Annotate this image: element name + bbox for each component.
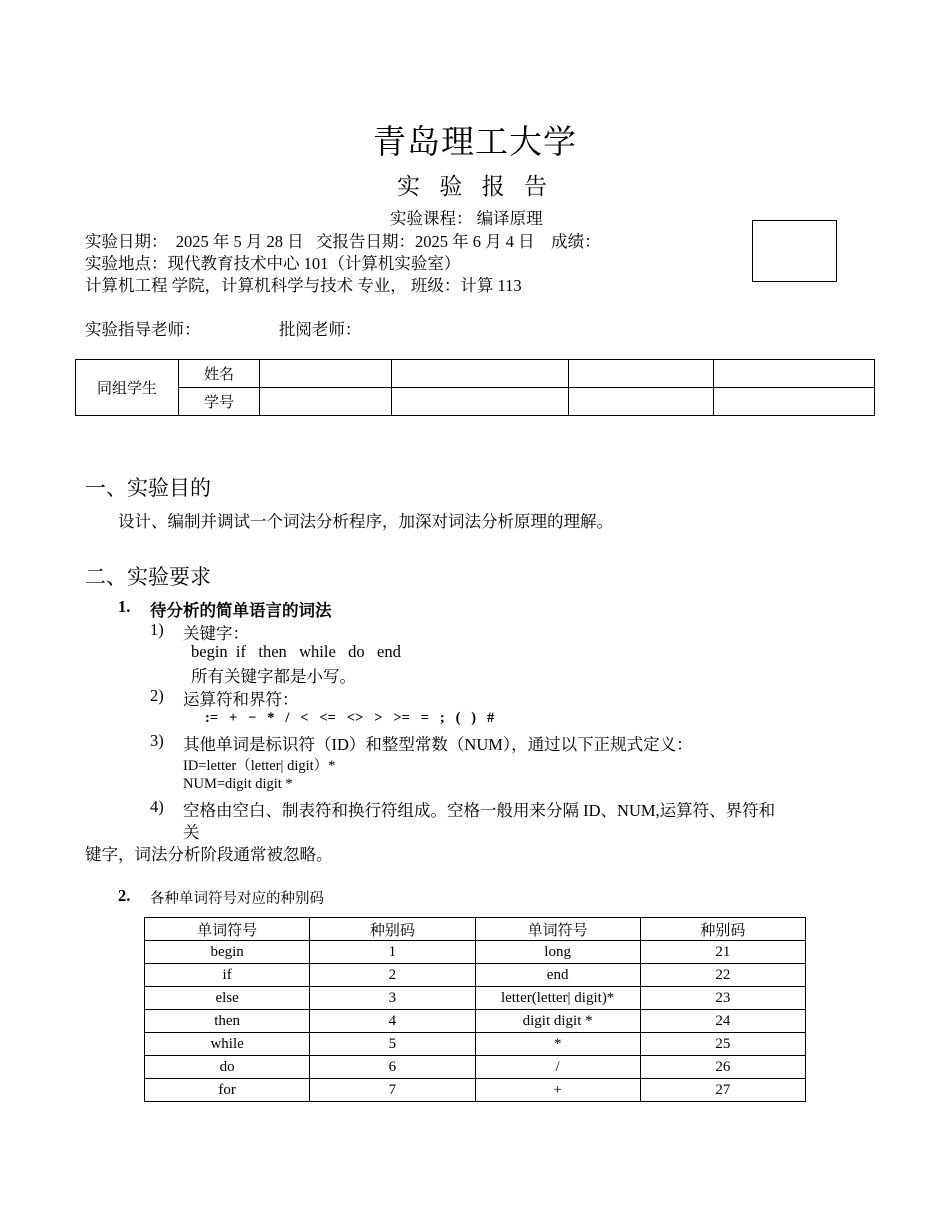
university-title: 青岛理工大学	[373, 122, 577, 161]
table-cell: 25	[640, 1033, 805, 1056]
table-row	[145, 1056, 806, 1079]
name-cell	[260, 360, 392, 388]
keywords-list: begin if then while do end	[191, 642, 401, 661]
table-cell: digit digit *	[475, 1010, 640, 1033]
item4-line1: 空格由空白、制表符和换行符组成。空格一般用来分隔 ID、NUM,运算符、界符和	[183, 801, 776, 820]
section1-body: 设计、编制并调试一个词法分析程序，加深对词法分析原理的理解。	[118, 512, 613, 531]
keywords-note: 所有关键字都是小写。	[191, 667, 356, 686]
table-header-cell: 种别码	[640, 918, 805, 941]
table-row	[145, 987, 806, 1010]
table-cell: 1	[310, 941, 475, 964]
table-cell: 24	[640, 1010, 805, 1033]
item4-line2: 关	[183, 823, 200, 842]
table-cell: *	[475, 1033, 640, 1056]
table-cell: 7	[310, 1079, 475, 1102]
num-definition: NUM=digit digit *	[183, 776, 293, 792]
table-cell: 5	[310, 1033, 475, 1056]
table-cell: 2	[310, 964, 475, 987]
table-row	[76, 360, 875, 388]
table-row	[145, 941, 806, 964]
table-cell: if	[145, 964, 310, 987]
table-cell: 27	[640, 1079, 805, 1102]
item4-line3: 键字，词法分析阶段通常被忽略。	[85, 845, 333, 864]
item2-label: 运算符和界符：	[183, 690, 299, 709]
location-line: 实验地点：现代教育技术中心 101（计算机实验室）	[85, 254, 461, 273]
operators-list: := + − * / < <= <> > >= = ; ( ) #	[205, 710, 495, 726]
table-cell: else	[145, 987, 310, 1010]
table-cell: 22	[640, 964, 805, 987]
sub2-number: 2.	[118, 886, 131, 905]
table-cell: 4	[310, 1010, 475, 1033]
table-cell: begin	[145, 941, 310, 964]
table-cell: 26	[640, 1056, 805, 1079]
item2-number: 2)	[150, 686, 164, 705]
id-cell	[392, 388, 569, 416]
table-header-cell: 单词符号	[145, 918, 310, 941]
table-row	[76, 388, 875, 416]
table-cell: letter(letter| digit)*	[475, 987, 640, 1010]
section1-heading: 一、实验目的	[85, 476, 211, 500]
table-row	[145, 1010, 806, 1033]
name-cell	[392, 360, 569, 388]
table-cell: long	[475, 941, 640, 964]
table-cell: do	[145, 1056, 310, 1079]
table-row	[145, 964, 806, 987]
table-header-cell: 种别码	[310, 918, 475, 941]
sub2-title: 各种单词符号对应的种别码	[150, 891, 324, 907]
id-cell	[260, 388, 392, 416]
table-cell: 23	[640, 987, 805, 1010]
table-cell: 21	[640, 941, 805, 964]
sub1-number: 1.	[118, 597, 131, 616]
department-line: 计算机工程 学院，计算机科学与技术 专业， 班级：计算 113	[85, 276, 522, 295]
id-cell	[714, 388, 875, 416]
item3-label: 其他单词是标识符（ID）和整型常数（NUM），通过以下正规式定义：	[183, 735, 693, 754]
name-cell	[714, 360, 875, 388]
item4-number: 4)	[150, 797, 164, 816]
table-header-row	[145, 918, 806, 941]
table-cell: then	[145, 1010, 310, 1033]
table-cell: for	[145, 1079, 310, 1102]
group-label-cell: 同组学生	[76, 360, 179, 416]
id-label-cell: 学号	[179, 388, 260, 416]
course-line: 实验课程： 编译原理	[390, 209, 543, 228]
group-members-table	[75, 359, 875, 416]
section2-heading: 二、实验要求	[85, 565, 211, 589]
item1-number: 1)	[150, 620, 164, 639]
item1-label: 关键字：	[183, 624, 249, 643]
id-cell	[569, 388, 714, 416]
teacher-line: 实验指导老师： 批阅老师：	[85, 320, 362, 339]
name-cell	[569, 360, 714, 388]
name-label-cell: 姓名	[179, 360, 260, 388]
table-cell: /	[475, 1056, 640, 1079]
table-cell: end	[475, 964, 640, 987]
table-cell: 6	[310, 1056, 475, 1079]
table-cell: +	[475, 1079, 640, 1102]
table-header-cell: 单词符号	[475, 918, 640, 941]
table-row	[145, 1079, 806, 1102]
table-cell: while	[145, 1033, 310, 1056]
table-row	[145, 1033, 806, 1056]
report-title: 实 验 报 告	[397, 174, 553, 200]
grade-box	[752, 220, 837, 282]
id-definition: ID=letter（letter| digit）*	[183, 758, 336, 774]
item3-number: 3)	[150, 731, 164, 750]
token-code-table	[144, 917, 806, 1102]
sub1-title: 待分析的简单语言的词法	[150, 601, 332, 620]
table-cell: 3	[310, 987, 475, 1010]
date-line: 实验日期： 2025 年 5 月 28 日 交报告日期：2025 年 6 月 4 日 成绩：	[85, 232, 601, 251]
